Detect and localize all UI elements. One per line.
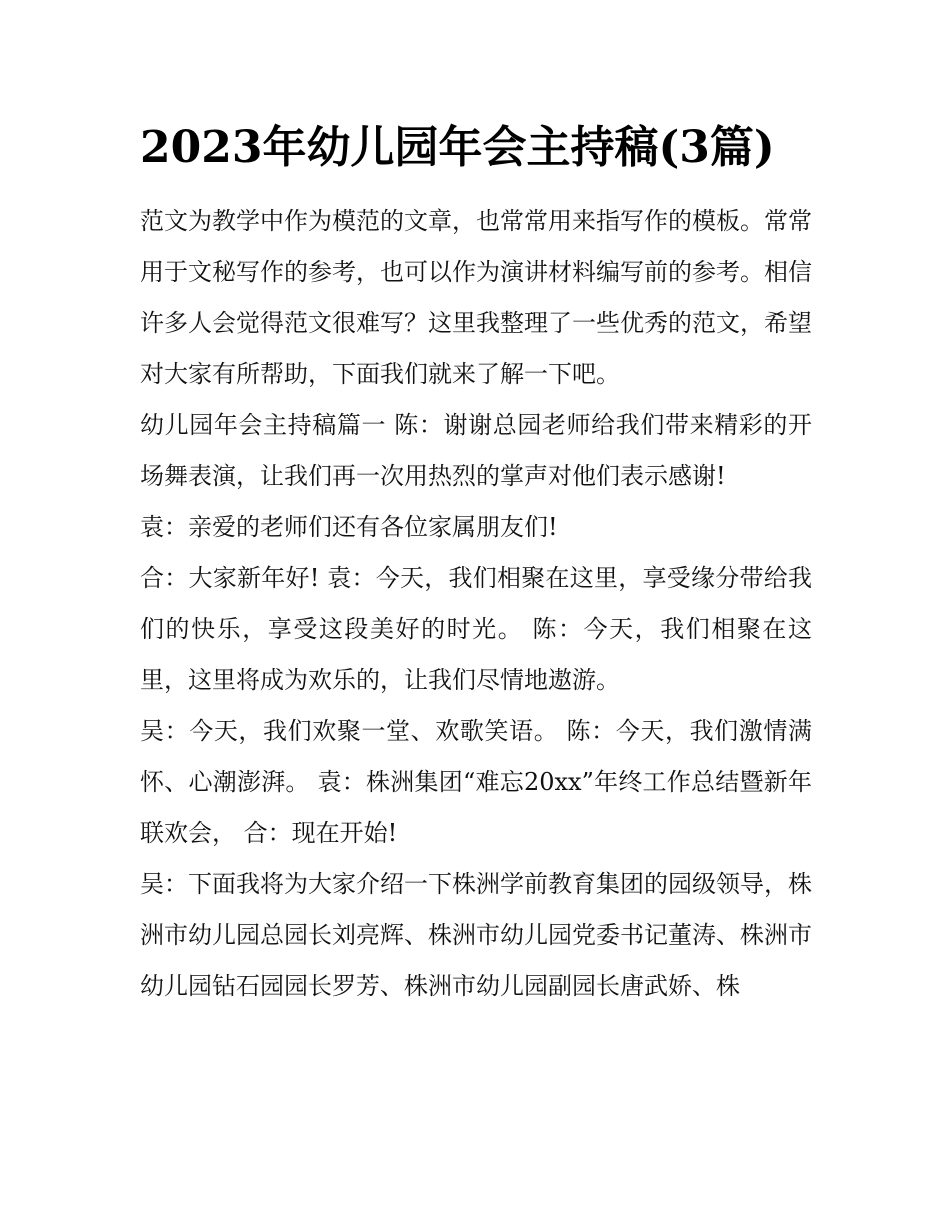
paragraph-intro: 范文为教学中作为模范的文章，也常常用来指写作的模板。常常用于文秘写作的参考，也可以作为演讲材料编写前的参考。相信许多人会觉得范文很难写？这里我整理了一些优秀的范文，希望对大家有所帮助，下面我们就来了解一下吧。 — [140, 207, 812, 388]
document-page — [140, 116, 812, 1012]
paragraph-gathering: 吴：今天，我们欢聚一堂、欢歌笑语。 陈：今天，我们激情满怀、心潮澎湃。 袁：株洲集团“难忘20xx”年终工作总结暨新年联欢会， 合：现在开始! — [140, 717, 812, 847]
document-title: 2023年幼儿园年会主持稿(3篇) — [140, 122, 775, 173]
paragraph-new-year: 合：大家新年好! 袁：今天，我们相聚在这里，享受缘分带给我们的快乐，享受这段美好的时光。 陈：今天，我们相聚在这里，这里将成为欢乐的，让我们尽情地遨游。 — [140, 564, 812, 694]
paragraph-leaders: 吴：下面我将为大家介绍一下株洲学前教育集团的园级领导，株洲市幼儿园总园长刘亮辉、株洲市幼儿园党委书记董涛、株洲市幼儿园钻石园园长罗芳、株洲市幼儿园副园长唐武娇、株 — [140, 870, 812, 1000]
paragraph-opening: 幼儿园年会主持稿篇一 陈：谢谢总园老师给我们带来精彩的开场舞表演，让我们再一次用热烈的掌声对他们表示感谢! — [140, 411, 812, 490]
paragraph-greeting: 袁：亲爱的老师们还有各位家属朋友们! — [140, 513, 558, 541]
document-body — [140, 196, 812, 1012]
